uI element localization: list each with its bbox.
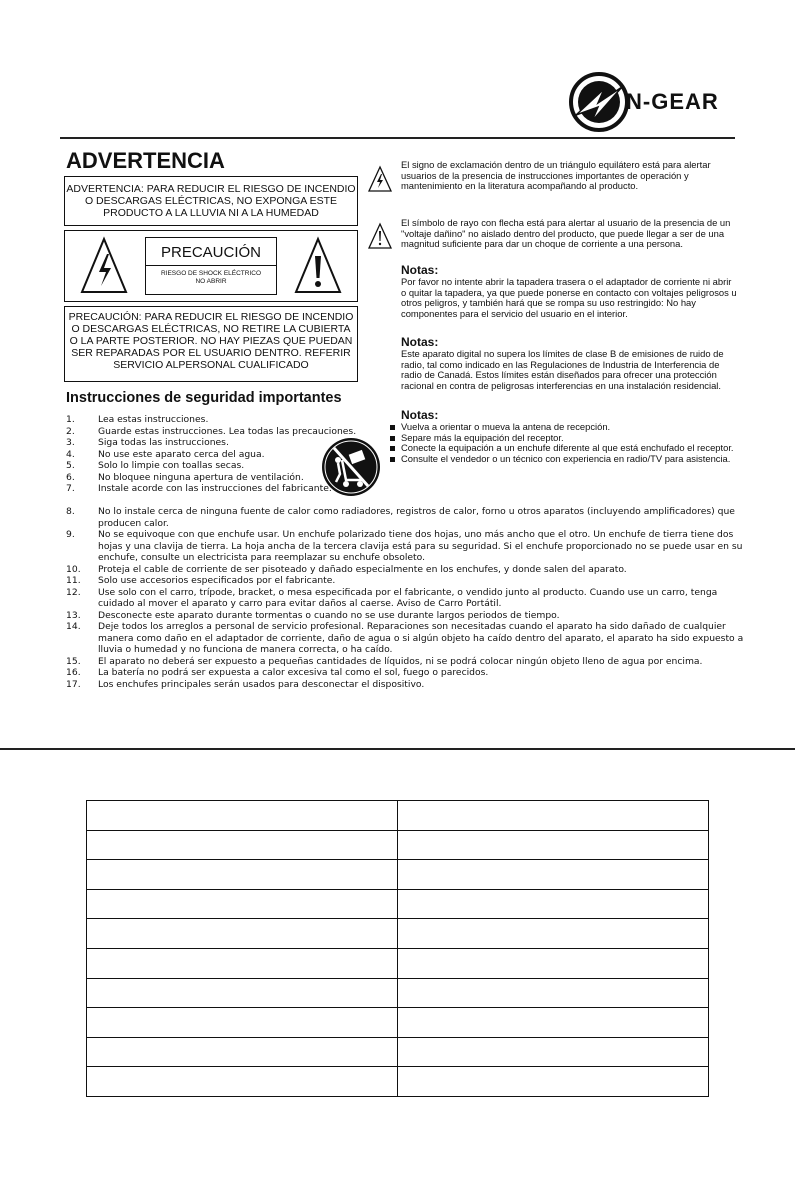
page-title: ADVERTENCIA xyxy=(66,148,225,173)
item-number: 16. xyxy=(66,667,81,678)
table-row xyxy=(87,860,709,890)
table-cell xyxy=(87,1037,398,1067)
exclamation-explanation: El signo de exclamación dentro de un triángulo equilátero está para alertar usuarios de la presencia de instrucciones importantes de operación y mantenimiento en la literatura acompañando al producto. xyxy=(401,159,711,192)
list-item xyxy=(66,506,756,529)
lightning-triangle-icon xyxy=(367,165,393,193)
list-item xyxy=(66,575,756,587)
item-text: Instale acorde con las instrucciones del fabricante. xyxy=(98,483,332,494)
list-item: Conecte la equipación a un enchufe diferente al que está enchufado el receptor. xyxy=(389,443,737,454)
table-cell xyxy=(398,1008,709,1038)
caution-line: SER REPARADAS POR EL USUARIO DENTRO. REFERIR xyxy=(71,347,351,359)
table-row xyxy=(87,919,709,949)
table-cell xyxy=(87,801,398,831)
item-number: 1. xyxy=(66,414,75,425)
list-item xyxy=(66,529,756,564)
warning-line: ADVERTENCIA: PARA REDUCIR EL RIESGO DE INCENDIO xyxy=(66,183,356,195)
table-cell xyxy=(398,948,709,978)
caution-label xyxy=(145,237,277,295)
item-text: La batería no podrá ser expuesta a calor excesiva tal como el sol, fuego o parecidos. xyxy=(98,667,489,678)
item-text: No use este aparato cerca del agua. xyxy=(98,448,265,460)
table-row xyxy=(87,948,709,978)
warning-line: PRODUCTO A LA LLUVIA NI A LA HUMEDAD xyxy=(103,207,319,219)
table-cell xyxy=(398,978,709,1008)
item-text: El aparato no deberá ser expuesto a pequeñas cantidades de líquidos, ni se podrá colocar ningún objeto lleno de agua por encima. xyxy=(98,655,703,667)
notes-text: Por favor no intente abrir la tapadera trasera o el adaptador de corriente ni abrir o quitar la tapadera, ya que puede ponerse en contacto con voltajes peligrosos u otros peligros, y también hará que se rompa su uso restringido: No hay componentes para el servicio del usuario en el interior. xyxy=(401,276,737,319)
table-cell xyxy=(87,889,398,919)
item-number: 12. xyxy=(66,586,81,598)
table-cell xyxy=(87,860,398,890)
exclamation-warning-icon xyxy=(293,236,343,296)
table-cell xyxy=(87,919,398,949)
table-cell xyxy=(398,1037,709,1067)
table-row xyxy=(87,978,709,1008)
item-text: Siga todas las instrucciones. xyxy=(98,437,229,448)
table-cell xyxy=(87,830,398,860)
list-item: Consulte el vendedor o un técnico con experiencia en radio/TV para asistencia. xyxy=(389,454,737,465)
table-cell xyxy=(87,1008,398,1038)
notes-text: Este aparato digital no supera los límites de clase B de emisiones de ruido de radio, tal como indicado en las Regulaciones de Industria de Interferencia de radio de Canadá. Estos límites están diseñados para ofrecer una protección racional en contra de peligrosas interferencias en una instalación residencial. xyxy=(401,348,724,391)
table-row xyxy=(87,1067,709,1097)
table-cell xyxy=(398,889,709,919)
item-number: 7. xyxy=(66,483,75,494)
lightning-circle-logo-icon xyxy=(568,71,630,133)
table-cell xyxy=(87,948,398,978)
item-number: 5. xyxy=(66,460,75,471)
caution-subtitle: RIESGO DE SHOCK ELÉCTRICO xyxy=(160,270,262,277)
caution-line: O LA PARTE POSTERIOR. NO HAY PIEZAS QUE PUEDAN xyxy=(69,335,353,347)
brand-name: N-GEAR xyxy=(626,89,719,114)
list-item xyxy=(66,679,756,691)
caution-subtitle: NO ABRIR xyxy=(195,278,227,285)
item-text: Solo use accesorios especificados por el fabricante. xyxy=(98,575,336,586)
item-number: 10. xyxy=(66,563,81,575)
item-text: Desconecte este aparato durante tormentas o cuando no se use durante largos periodos de tiempo. xyxy=(98,609,560,621)
item-text: Deje todos los arreglos a personal de servicio profesional. Reparaciones son necesitadas cuando el aparato ha sido dañado de cualquier manera como daño en el adaptador de corriente, daño de agua o si algún objeto ha caído dentro del aparato, el aparato ha sido expuesto a lluvia o humedad y no funciona de manera correcta, o ha caído. xyxy=(98,621,744,655)
item-number: 14. xyxy=(66,621,81,632)
caution-box xyxy=(64,306,358,382)
table-cell xyxy=(398,801,709,831)
item-text: Los enchufes principales serán usados para desconectar el dispositivo. xyxy=(98,678,425,690)
list-item xyxy=(66,564,756,576)
item-text: Lea estas instrucciones. xyxy=(98,414,209,425)
brand-logo xyxy=(568,73,738,133)
lightning-warning-icon xyxy=(79,236,129,296)
item-text: No lo instale cerca de ninguna fuente de calor como radiadores, registros de calor, forno u otros aparatos (incluyendo amplificadores) que producen calor. xyxy=(98,506,735,529)
item-text: No bloquee ninguna apertura de ventilación. xyxy=(98,471,304,483)
table-row xyxy=(87,889,709,919)
table-row xyxy=(87,1008,709,1038)
notes-heading: Notas: xyxy=(401,335,439,349)
bottom-divider xyxy=(0,748,795,750)
item-text: Solo lo limpie con toallas secas. xyxy=(98,460,245,471)
caution-panel xyxy=(64,230,358,302)
list-item xyxy=(66,621,756,656)
instructions-list-long xyxy=(66,506,756,690)
item-text: Use solo con el carro, trípode, bracket, o mesa especificada por el fabricante, o vendido junto al producto. Cuando use un carro, tenga cuidado al mover el aparato y carro para evitar daños al caerse. Aviso de Carro Portátil. xyxy=(98,586,718,609)
notes-bullet-list xyxy=(389,422,737,464)
item-number: 4. xyxy=(66,448,75,460)
list-item xyxy=(66,414,366,426)
table-row xyxy=(87,801,709,831)
list-item: Vuelva a orientar o mueva la antena de recepción. xyxy=(389,422,737,433)
table-cell xyxy=(398,919,709,949)
item-number: 15. xyxy=(66,655,81,667)
item-text: No se equivoque con que enchufe usar. Un enchufe polarizado tiene dos hojas, uno más ancho que el otro. Un enchufe de tierra tiene dos hojas y una clavija de tierra. La hoja ancha de la tercera clavija está para su seguridad. Si el enchufe proporcionado no se puede usar en su enchufe, consulte un electricista para reemplazar su enchufe obsoleto. xyxy=(98,529,743,563)
caution-line: O DESCARGAS ELÉCTRICAS, NO RETIRE LA CUBIERTA xyxy=(71,323,351,335)
cart-warning-icon xyxy=(320,436,382,498)
table-row xyxy=(87,1037,709,1067)
table-cell xyxy=(87,978,398,1008)
list-item xyxy=(66,610,756,622)
list-item: Separe más la equipación del receptor. xyxy=(389,433,737,444)
table-cell xyxy=(398,860,709,890)
item-number: 3. xyxy=(66,437,75,448)
caution-line: PRECAUCIÓN: PARA REDUCIR EL RIESGO DE INCENDIO xyxy=(68,311,354,323)
item-number: 11. xyxy=(66,575,81,586)
table-row xyxy=(87,830,709,860)
item-number: 17. xyxy=(66,678,81,690)
table-cell xyxy=(398,1067,709,1097)
safety-title: Instrucciones de seguridad importantes xyxy=(66,390,342,406)
item-number: 13. xyxy=(66,609,81,621)
table-cell xyxy=(398,830,709,860)
exclamation-triangle-icon xyxy=(367,222,393,250)
item-number: 8. xyxy=(66,506,75,517)
notes-heading: Notas: xyxy=(401,263,439,277)
item-number: 9. xyxy=(66,529,75,540)
item-text: Proteja el cable de corriente de ser pisoteado y dañado especialmente en los enchufes, y donde salen del aparato. xyxy=(98,563,627,575)
caution-line: SERVICIO ALPERSONAL CUALIFICADO xyxy=(113,359,309,371)
list-item xyxy=(66,587,756,610)
caution-title: PRECAUCIÓN xyxy=(146,244,276,266)
blank-table xyxy=(86,800,709,1097)
warning-line: O DESCARGAS ELÉCTRICAS, NO EXPONGA ESTE xyxy=(84,195,338,207)
list-item xyxy=(66,667,756,679)
lightning-explanation: El símbolo de rayo con flecha está para alertar al usuario de la presencia de un "voltaje dañino" no aislado dentro del producto, que puede llegar a ser de una magnitud suficiente para dar un choque de corriente a una persona. xyxy=(401,217,731,250)
notes-heading: Notas: xyxy=(401,408,439,422)
warning-box xyxy=(64,176,358,226)
item-number: 2. xyxy=(66,425,75,437)
item-number: 6. xyxy=(66,471,75,483)
top-divider xyxy=(60,137,735,139)
item-text: Guarde estas instrucciones. Lea todas las precauciones. xyxy=(98,425,357,437)
list-item xyxy=(66,656,756,668)
table-cell xyxy=(87,1067,398,1097)
